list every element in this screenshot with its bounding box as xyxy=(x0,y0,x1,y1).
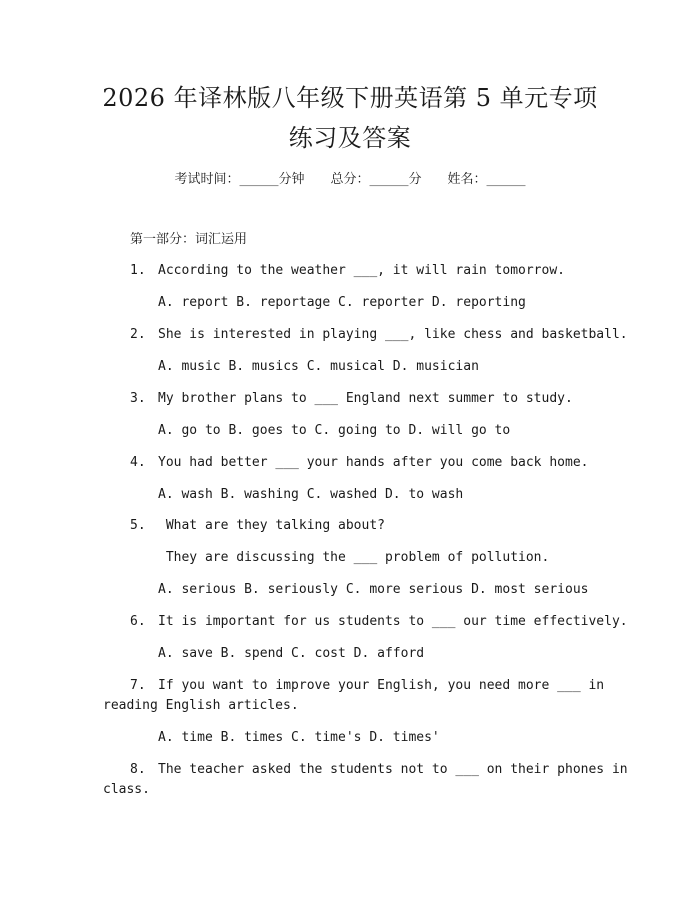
document-title xyxy=(0,78,700,158)
question-number: 5. xyxy=(130,518,146,533)
question-3 xyxy=(130,389,573,409)
question-4 xyxy=(130,453,588,473)
question-text: The teacher asked the students not to ___ on their phones in xyxy=(158,762,628,777)
question-2 xyxy=(130,325,628,345)
question-7-options: A. time B. times C. time's D. times' xyxy=(158,730,440,745)
question-text: My brother plans to ___ England next summer to study. xyxy=(158,391,573,406)
question-number: 2. xyxy=(130,327,146,342)
exam-score: 总分：______分 xyxy=(330,172,422,187)
title-line-1: 2026 年译林版八年级下册英语第 5 单元专项 xyxy=(102,84,598,112)
question-6-options: A. save B. spend C. cost D. afford xyxy=(158,646,425,661)
question-5-options: A. serious B. seriously C. more serious D. most serious xyxy=(158,582,589,597)
question-number: 4. xyxy=(130,455,146,470)
question-text: It is important for us students to ___ our time effectively. xyxy=(158,614,628,629)
section-title: 第一部分：词汇运用 xyxy=(130,232,248,247)
question-number: 8. xyxy=(130,762,146,777)
question-4-options: A. wash B. washing C. washed D. to wash xyxy=(158,487,464,502)
question-1-options: A. report B. reportage C. reporter D. reporting xyxy=(158,295,526,310)
question-7-wrap: reading English articles. xyxy=(103,698,299,713)
title-line-2: 练习及答案 xyxy=(288,124,412,152)
question-3-options: A. go to B. goes to C. going to D. will go to xyxy=(158,423,511,438)
question-7 xyxy=(130,676,604,696)
question-5-answer-line: They are discussing the ___ problem of pollution. xyxy=(158,550,550,565)
question-number: 3. xyxy=(130,391,146,406)
question-text: What are they talking about? xyxy=(158,518,385,533)
question-text: If you want to improve your English, you need more ___ in xyxy=(158,678,605,693)
question-text: According to the weather ___, it will rain tomorrow. xyxy=(158,263,565,278)
exam-time: 考试时间：______分钟 xyxy=(174,172,305,187)
question-text: You had better ___ your hands after you come back home. xyxy=(158,455,589,470)
question-6 xyxy=(130,612,628,632)
question-8 xyxy=(130,760,628,780)
question-number: 7. xyxy=(130,678,146,693)
question-1 xyxy=(130,261,565,281)
question-5 xyxy=(130,516,385,536)
student-name: 姓名：______ xyxy=(447,172,526,187)
question-number: 6. xyxy=(130,614,146,629)
question-number: 1. xyxy=(130,263,146,278)
question-8-wrap: class. xyxy=(103,782,150,797)
question-2-options: A. music B. musics C. musical D. musician xyxy=(158,359,479,374)
question-text: She is interested in playing ___, like chess and basketball. xyxy=(158,327,628,342)
exam-meta xyxy=(0,168,700,187)
